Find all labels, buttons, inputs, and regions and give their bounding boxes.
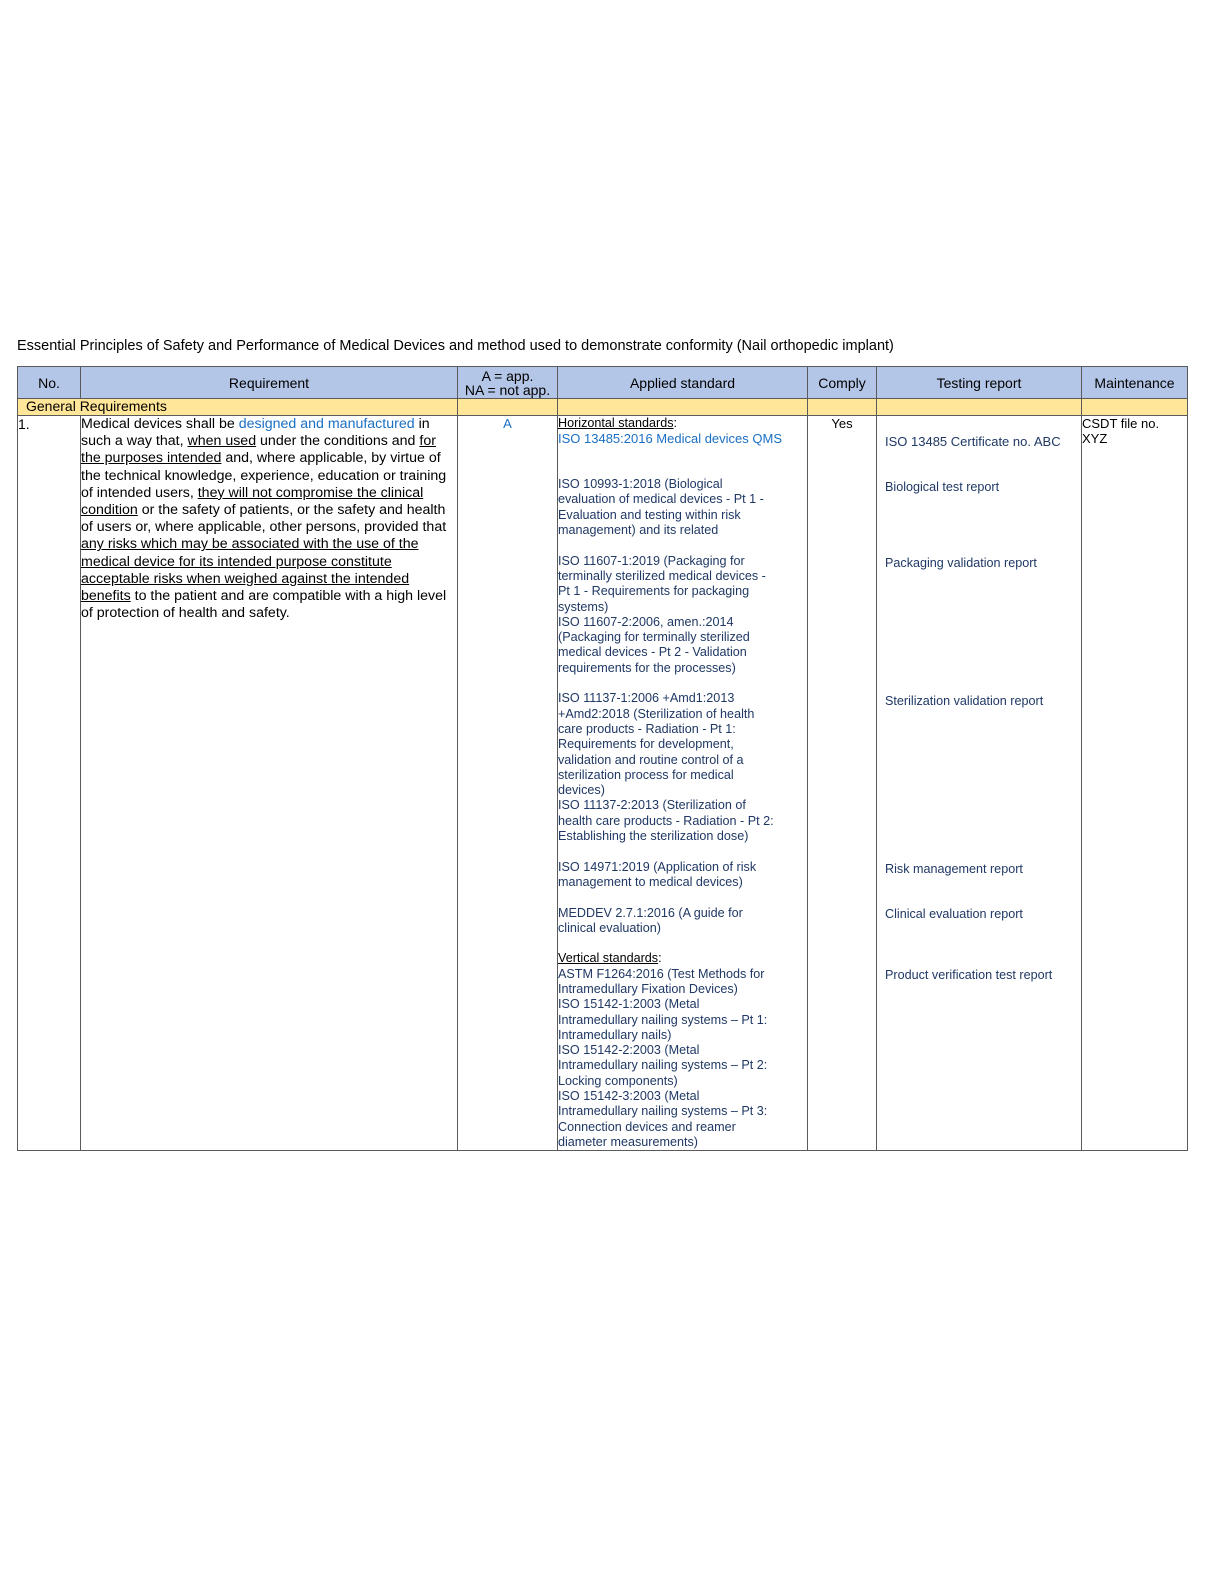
std-iso11137 <box>558 691 807 844</box>
header-applicability-line1: A = app. <box>481 367 534 384</box>
horizontal-header-colon: : <box>673 416 678 430</box>
std-line: Intramedullary nailing systems – Pt 2: <box>558 1058 768 1073</box>
report-iso13485-certificate: ISO 13485 Certificate no. ABC <box>885 434 1061 449</box>
std-line: Intramedullary nailing systems – Pt 3: <box>558 1104 768 1119</box>
std-iso13485: ISO 13485:2016 Medical devices QMS <box>558 431 783 447</box>
requirement-text <box>81 416 458 1151</box>
horizontal-standards-header <box>558 416 807 431</box>
req-part-underlined: for the purposes intended <box>81 433 436 467</box>
section-empty-cell <box>808 399 877 416</box>
std-line: Pt 1 - Requirements for packaging <box>558 584 750 599</box>
spacer <box>558 844 807 859</box>
req-part-highlight: designed and manufactured <box>238 416 415 432</box>
std-line: management) and its related <box>558 523 719 538</box>
std-line: ISO 11137-1:2006 +Amd1:2013 <box>558 691 735 706</box>
req-part-underlined: they will not compromise the clinical condition <box>81 484 424 519</box>
std-line: requirements for the processes) <box>558 660 736 675</box>
report-product-verification: Product verification test report <box>885 968 1053 982</box>
req-part: and, where applicable, by virtue of the technical knowledge, experience, education or training of intended users, <box>81 450 447 501</box>
std-line: Locking components) <box>558 1073 678 1088</box>
vertical-header-colon: : <box>658 951 662 966</box>
std-line: diameter measurements) <box>558 1134 698 1149</box>
vertical-header-text: Vertical standards <box>558 951 659 966</box>
std-line: clinical evaluation) <box>558 920 661 935</box>
std-line: sterilization process for medical <box>558 767 734 782</box>
horizontal-header-text: Horizontal standards <box>558 416 674 430</box>
document-title: Essential Principles of Safety and Performance of Medical Devices and method used to demonstrate conformity (Nail orthopedic implant) <box>17 338 894 354</box>
std-line: care products - Radiation - Pt 1: <box>558 721 736 736</box>
std-line: Evaluation and testing within risk <box>558 507 741 522</box>
req-part: under the conditions and <box>256 433 420 450</box>
section-empty-cell <box>558 399 808 416</box>
req-part: in such a way that, <box>81 416 430 450</box>
header-no: No. <box>18 367 81 399</box>
report-risk-management: Risk management report <box>885 862 1023 876</box>
comply-value: Yes <box>808 416 877 1151</box>
testing-reports <box>877 416 1082 1151</box>
std-line: ISO 11607-2:2006, amen.:2014 <box>558 614 734 629</box>
std-iso10993 <box>558 477 807 538</box>
applicability-value: A <box>458 416 558 1151</box>
vertical-standards-header <box>558 951 807 966</box>
spacer <box>558 676 807 691</box>
spacer <box>558 462 807 477</box>
std-line: Intramedullary nailing systems – Pt 1: <box>558 1012 768 1027</box>
std-line: ISO 14971:2019 (Application of risk <box>558 859 757 874</box>
header-row <box>18 367 1188 399</box>
std-line: ISO 11607-1:2019 (Packaging for <box>558 553 745 568</box>
std-line: Intramedullary Fixation Devices) <box>558 981 738 996</box>
std-line: MEDDEV 2.7.1:2016 (A guide for <box>558 905 743 920</box>
report-biological: Biological test report <box>885 480 1000 494</box>
table-row <box>18 416 1188 1151</box>
req-part: or the safety of patients, or the safety and health of users or, where applicable, other persons, provided that <box>81 502 447 536</box>
std-line: devices) <box>558 783 605 798</box>
section-empty-cell <box>458 399 558 416</box>
req-part: to the patient and are compatible with a high level of protection of health and safety. <box>81 588 447 622</box>
header-applicability <box>458 367 558 399</box>
std-line: ISO 15142-1:2003 (Metal <box>558 997 700 1012</box>
std-line: management to medical devices) <box>558 874 743 889</box>
maintenance-value <box>1082 416 1188 1151</box>
report-packaging: Packaging validation report <box>885 556 1037 570</box>
std-iso11607 <box>558 554 807 676</box>
report-sterilization: Sterilization validation report <box>885 694 1044 708</box>
section-label: General Requirements <box>26 398 167 414</box>
std-line: validation and routine control of a <box>558 752 744 767</box>
section-row <box>18 399 1188 416</box>
req-part: Medical devices shall be <box>81 416 239 432</box>
spacer <box>558 538 807 553</box>
std-line: Establishing the sterilization dose) <box>558 829 749 844</box>
section-label-cell <box>18 399 458 416</box>
req-part-underlined: when used <box>187 433 257 450</box>
maintenance-line: XYZ <box>1082 431 1108 447</box>
header-requirement: Requirement <box>81 367 458 399</box>
std-vertical <box>558 967 807 1151</box>
std-line: systems) <box>558 599 609 614</box>
header-comply: Comply <box>808 367 877 399</box>
std-meddev <box>558 906 807 937</box>
row-number: 1. <box>18 416 81 1151</box>
std-line: Requirements for development, <box>558 737 734 752</box>
spacer <box>558 447 807 462</box>
maintenance-line: CSDT file no. <box>1082 416 1160 431</box>
req-part-underlined: any risks which may be associated with the use of the medical device for its intended purpose constitute acceptable risks when weighed against the intended benefits <box>81 536 419 605</box>
std-line: ISO 10993-1:2018 (Biological <box>558 477 723 492</box>
header-applied-standard: Applied standard <box>558 367 808 399</box>
std-iso14971 <box>558 860 807 891</box>
std-line: ASTM F1264:2016 (Test Methods for <box>558 966 765 981</box>
std-line: health care products - Radiation - Pt 2: <box>558 813 774 828</box>
header-testing-report: Testing report <box>877 367 1082 399</box>
std-line: evaluation of medical devices - Pt 1 - <box>558 492 764 507</box>
std-line: ISO 15142-3:2003 (Metal <box>558 1089 700 1104</box>
std-line: +Amd2:2018 (Sterilization of health <box>558 706 755 721</box>
section-empty-cell <box>877 399 1082 416</box>
applied-standards <box>558 416 808 1151</box>
std-line: ISO 15142-2:2003 (Metal <box>558 1043 700 1058</box>
report-clinical-evaluation: Clinical evaluation report <box>885 907 1023 921</box>
std-line: terminally sterilized medical devices - <box>558 568 766 583</box>
header-maintenance: Maintenance <box>1082 367 1188 399</box>
spacer <box>558 890 807 905</box>
essential-principles-table <box>17 366 1188 1151</box>
std-line: Connection devices and reamer <box>558 1119 736 1134</box>
section-empty-cell <box>1082 399 1188 416</box>
std-line: (Packaging for terminally sterilized <box>558 630 750 645</box>
std-line: ISO 11137-2:2013 (Sterilization of <box>558 798 746 813</box>
spacer <box>558 936 807 951</box>
std-line: medical devices - Pt 2 - Validation <box>558 645 747 660</box>
header-applicability-line2: NA = not app. <box>464 381 551 398</box>
std-line: Intramedullary nails) <box>558 1027 672 1042</box>
